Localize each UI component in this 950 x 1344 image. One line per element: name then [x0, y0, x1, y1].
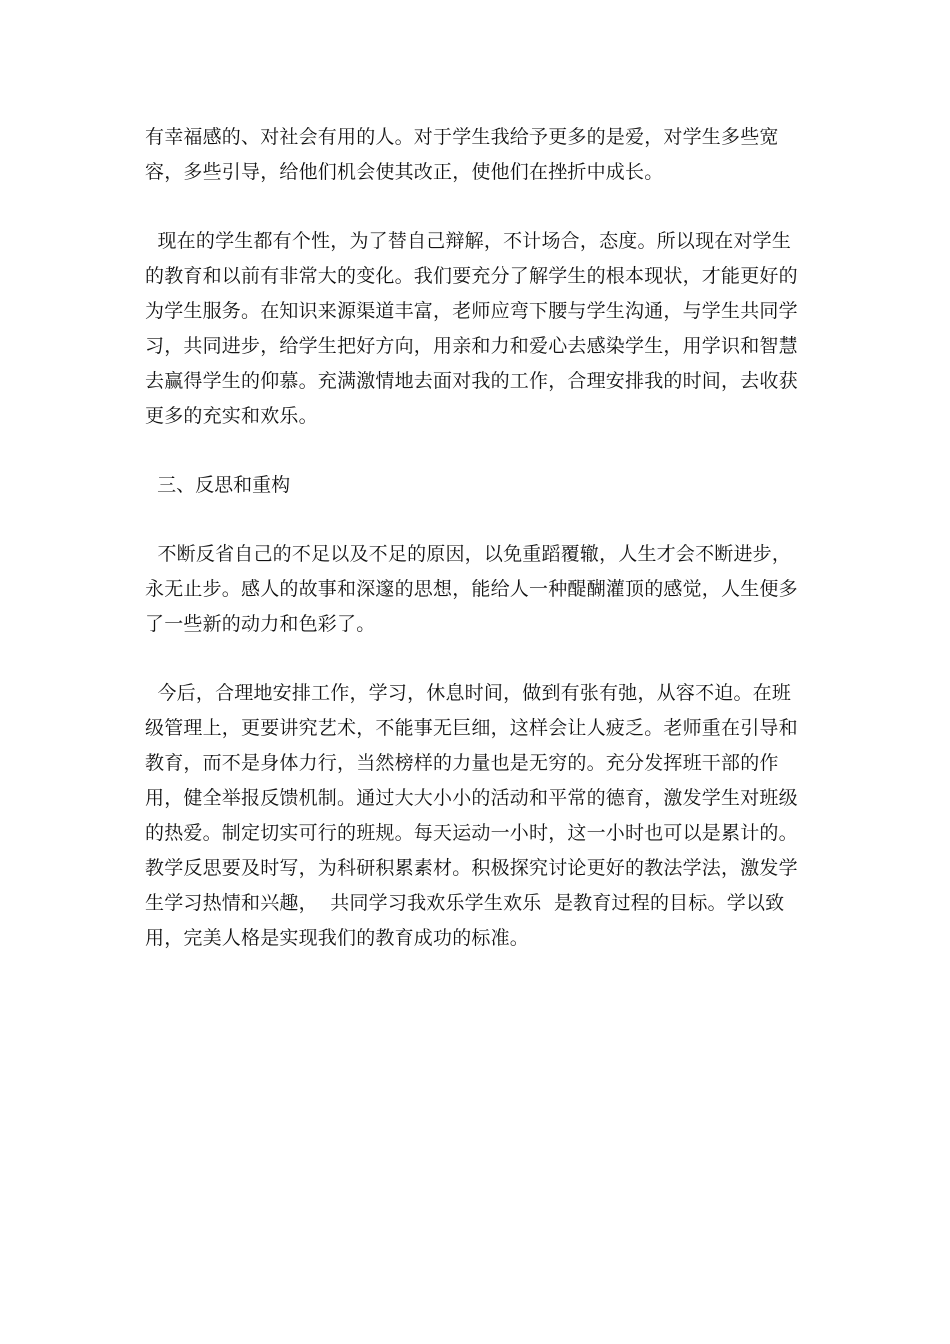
- paragraph-intro-continuation: 有幸福感的、对社会有用的人。对于学生我给予更多的是爱，对学生多些宽容，多些引导，给他们机会使其改正，使他们在挫折中成长。: [145, 126, 779, 183]
- paragraph-future-plans: 今后，合理地安排工作，学习，休息时间，做到有张有弛，从容不迫。在班级管理上，更要讲究艺术，不能事无巨细，这样会让人疲乏。老师重在引导和教育，而不是身体力行，当然榜样的力量也是无穷的。充分发挥班干部的作用，健全举报反馈机制。通过大大小小的活动和平常的德育，激发学生对班级的热爱。制定切实可行的班规。每天运动一小时，这一小时也可以是累计的。教学反思要及时写，为科研积累素材。积极探究讨论更好的教法学法，激发学生学习热情和兴趣， 共同学习我欢乐学生欢乐 是教育过程的目标。学以致用，完美人格是实现我们的教育成功的标准。: [145, 682, 798, 949]
- document-body: [145, 120, 810, 990]
- paragraph-self-reflection: 不断反省自己的不足以及不足的原因，以免重蹈覆辙，人生才会不断进步，永无止步。感人的故事和深邃的思想，能给人一种醍醐灌顶的感觉，人生便多了一些新的动力和色彩了。: [145, 543, 798, 635]
- section-heading-reflection: 三、反思和重构: [145, 474, 291, 496]
- paragraph-students-personality: 现在的学生都有个性，为了替自己辩解，不计场合，态度。所以现在对学生的教育和以前有非常大的变化。我们要充分了解学生的根本现状，才能更好的为学生服务。在知识来源渠道丰富，老师应弯下腰与学生沟通，与学生共同学习，共同进步，给学生把好方向，用亲和力和爱心去感染学生，用学识和智慧去赢得学生的仰慕。充满激情地去面对我的工作，合理安排我的时间，去收获更多的充实和欢乐。: [145, 230, 798, 427]
